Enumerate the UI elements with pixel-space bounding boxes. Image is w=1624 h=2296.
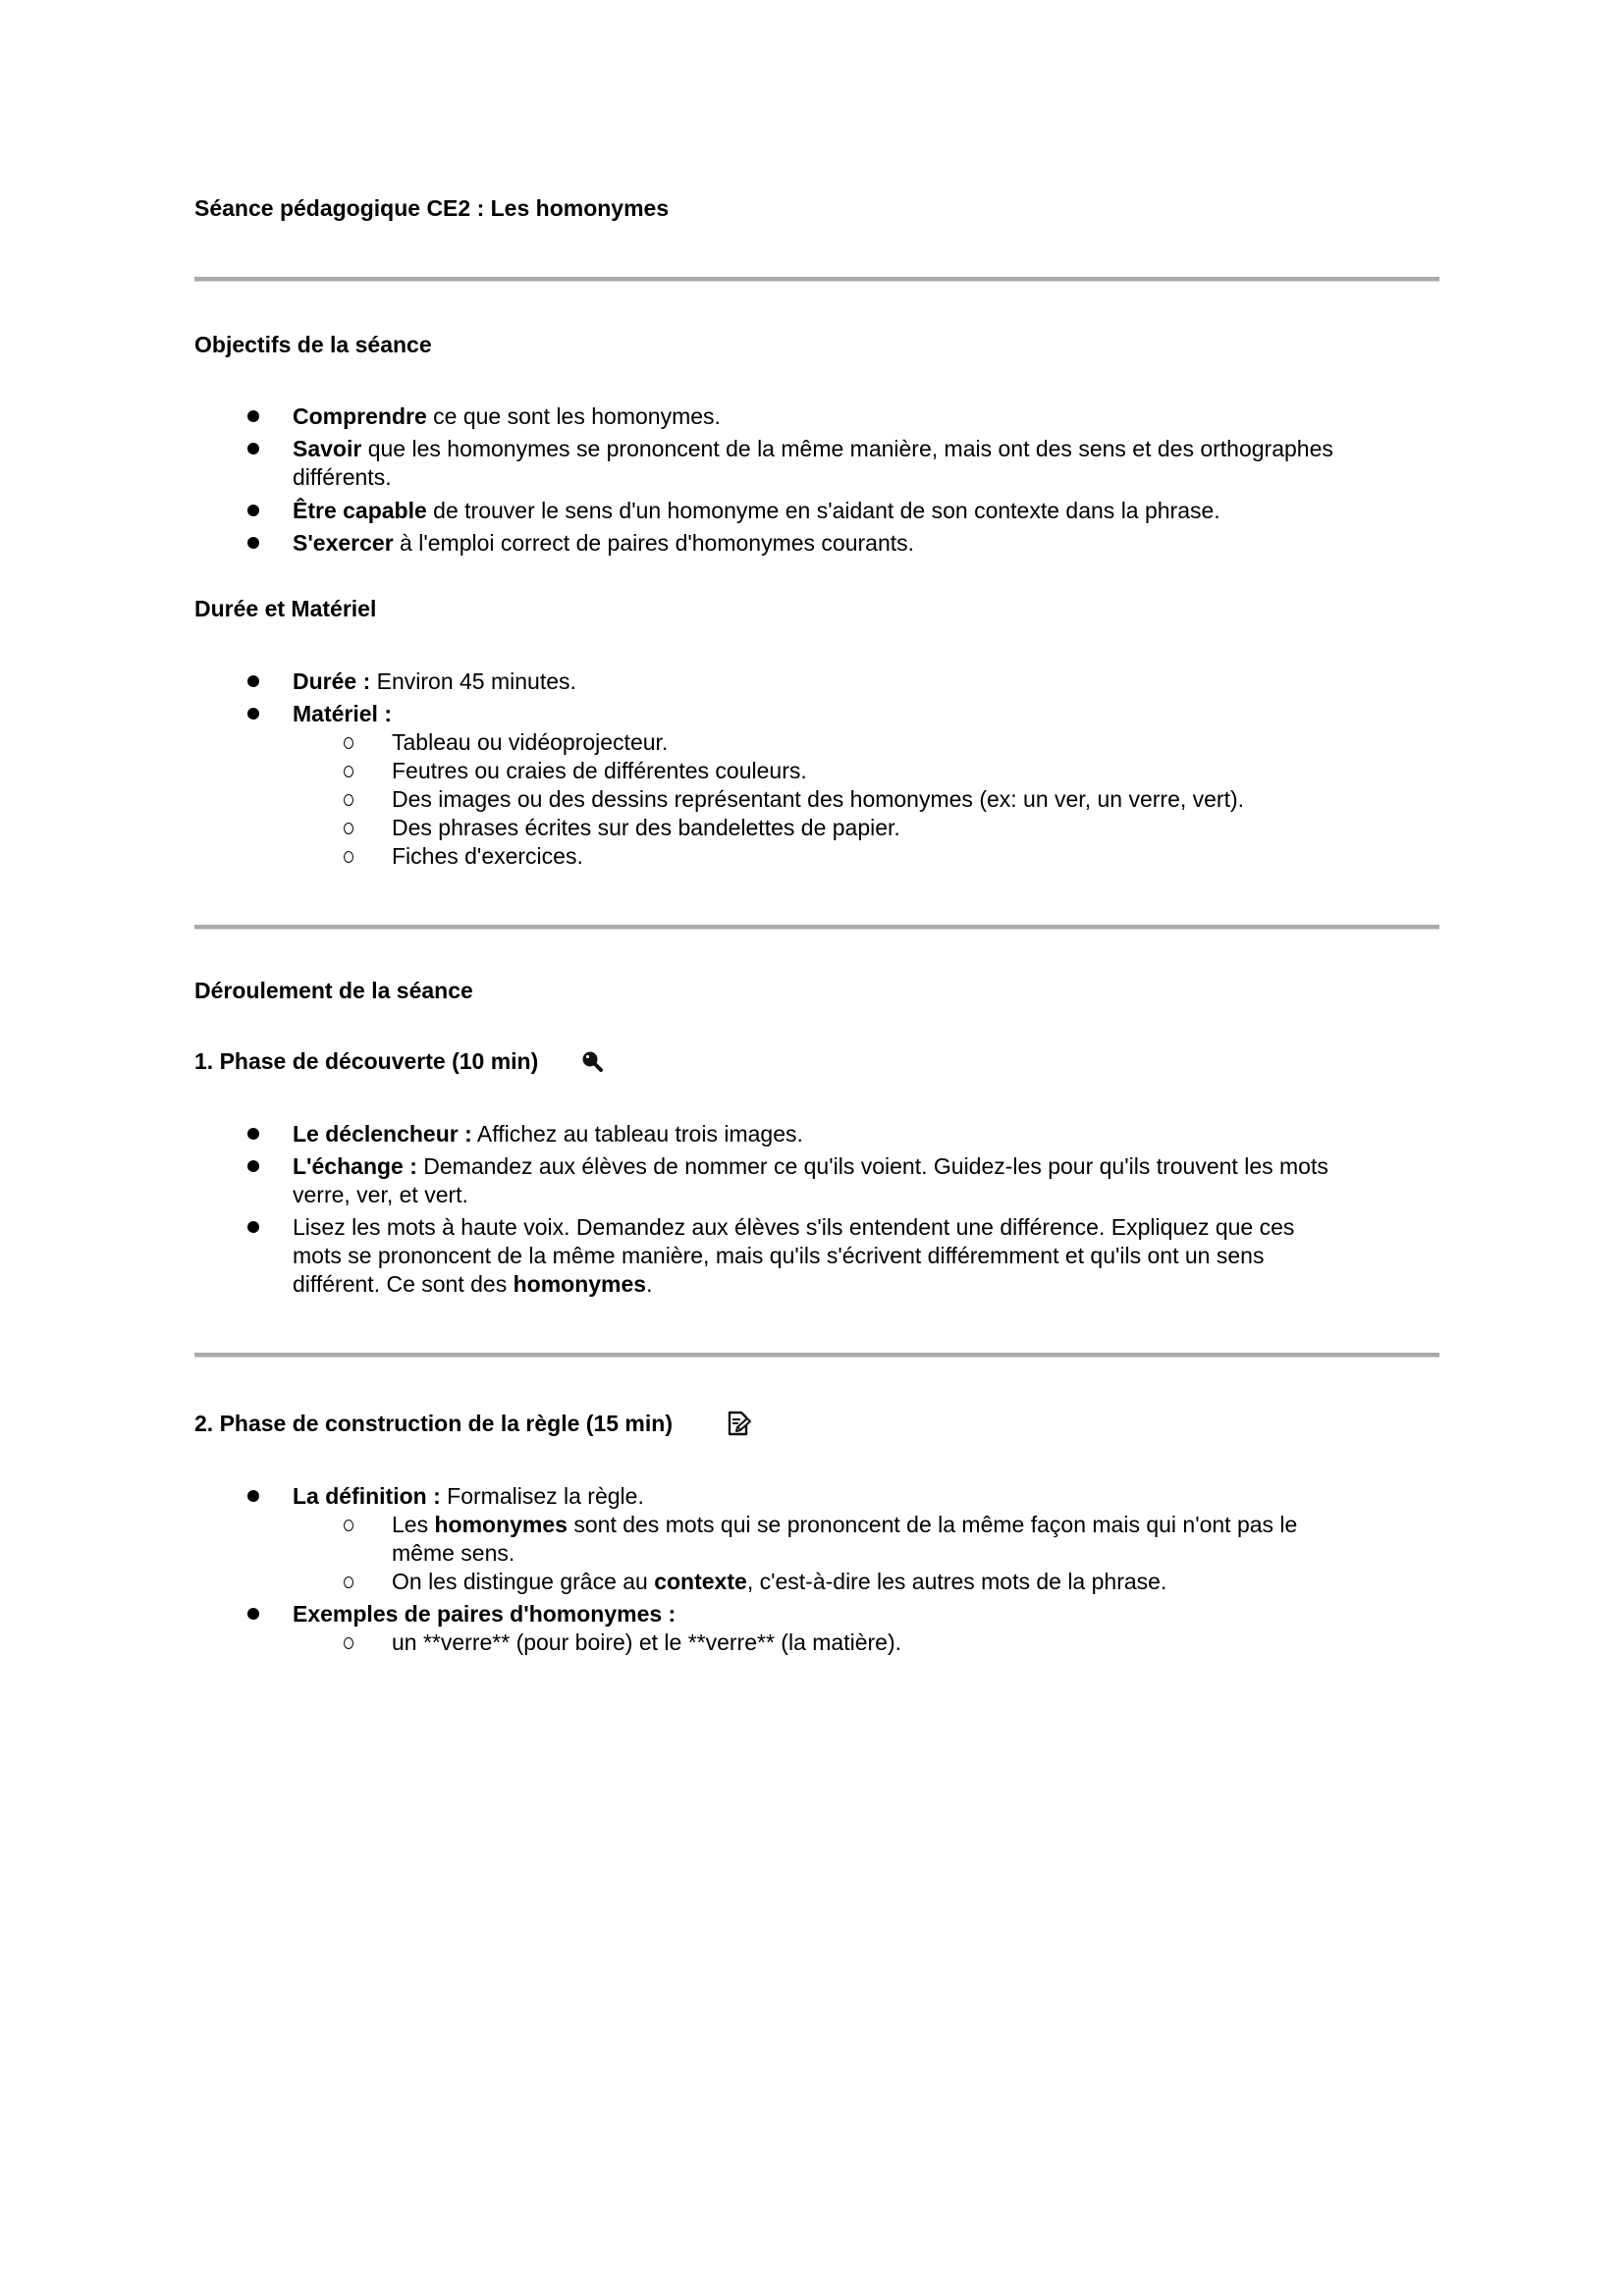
list-item: [293, 1119, 803, 1148]
bullet-icon: [247, 1608, 259, 1620]
sub-bullet-icon: [344, 1637, 353, 1649]
sub-bullet-icon: [344, 851, 353, 863]
page-title: Séance pédagogique CE2 : Les homonymes: [194, 195, 670, 221]
item-bold: S'exercer: [293, 530, 394, 556]
section-heading-progress: Déroulement de la séance: [194, 978, 473, 1003]
list-item: [293, 434, 1333, 463]
item-bold: Comprendre: [293, 403, 427, 429]
item-text: Affichez au tableau trois images.: [471, 1121, 803, 1147]
item-text: de trouver le sens d'un homonyme en s'aidant de son contexte dans la phrase.: [426, 498, 1220, 523]
memo-pencil-icon: [728, 1411, 751, 1436]
bullet-icon: [247, 1490, 259, 1502]
item-bold: Durée :: [293, 668, 371, 694]
section-heading-duration-material: Durée et Matériel: [194, 596, 377, 621]
sub-bullet-icon: [344, 1576, 353, 1588]
bullet-icon: [247, 1160, 259, 1172]
item-text: On les distingue grâce au: [392, 1569, 655, 1594]
item-text: , c'est-à-dire les autres mots de la phrase.: [746, 1569, 1167, 1594]
list-item: [293, 699, 392, 728]
list-item: [293, 1481, 644, 1511]
item-text: Formalisez la règle.: [440, 1483, 644, 1509]
list-item-continuation: différents.: [293, 464, 392, 490]
bullet-icon: [247, 1221, 259, 1233]
phase2-title: 2. Phase de construction de la règle (15 min): [194, 1411, 673, 1436]
item-bold: La définition :: [293, 1483, 441, 1509]
list-item: [293, 528, 914, 558]
bullet-icon: [247, 505, 259, 516]
item-text: différent. Ce sont des: [293, 1271, 514, 1297]
horizontal-rule: [194, 1353, 1439, 1358]
list-item-continuation: mots se prononcent de la même manière, mais qu'ils s'écrivent différemment et qu'ils ont un sens: [293, 1243, 1265, 1268]
item-bold: contexte: [654, 1569, 747, 1594]
list-item: [293, 1151, 1328, 1181]
list-item: [293, 667, 576, 696]
bullet-icon: [247, 443, 259, 454]
item-text: Environ 45 minutes.: [370, 668, 576, 694]
list-item-continuation: verre, ver, et vert.: [293, 1182, 468, 1207]
bullet-icon: [247, 675, 259, 687]
item-text: Demandez aux élèves de nommer ce qu'ils voient. Guidez-les pour qu'ils trouvent les mots: [416, 1153, 1328, 1179]
list-item: [293, 496, 1220, 525]
sub-list-item: Tableau ou vidéoprojecteur.: [392, 729, 669, 755]
item-bold: Matériel :: [293, 701, 392, 726]
magnifying-glass-icon: [581, 1050, 603, 1072]
sub-list-item: Feutres ou craies de différentes couleurs.: [392, 758, 807, 783]
item-bold: Le déclencheur :: [293, 1121, 472, 1147]
sub-bullet-icon: [344, 794, 353, 806]
item-text: ce que sont les homonymes.: [426, 403, 721, 429]
item-text: .: [646, 1271, 653, 1297]
sub-list-item: [392, 1567, 1166, 1596]
horizontal-rule: [194, 277, 1439, 282]
sub-list-item: Des images ou des dessins représentant des homonymes (ex: un ver, un verre, vert).: [392, 786, 1245, 812]
sub-bullet-icon: [344, 737, 353, 749]
bullet-icon: [247, 410, 259, 422]
section-heading-objectives: Objectifs de la séance: [194, 332, 432, 357]
list-item-continuation: [293, 1269, 652, 1299]
item-text: sont des mots qui se prononcent de la même façon mais qui n'ont pas le: [567, 1512, 1298, 1537]
item-bold: homonymes: [513, 1271, 647, 1297]
item-text: que les homonymes se prononcent de la même manière, mais ont des sens et des orthographes: [361, 436, 1333, 461]
item-bold: Savoir: [293, 436, 362, 461]
sub-list-item: [392, 1510, 1297, 1539]
bullet-icon: [247, 1128, 259, 1140]
sub-list-item: Des phrases écrites sur des bandelettes de papier.: [392, 815, 900, 840]
item-bold: L'échange :: [293, 1153, 417, 1179]
horizontal-rule: [194, 925, 1439, 930]
list-item: [293, 1599, 676, 1629]
sub-bullet-icon: [344, 1520, 353, 1531]
item-bold: homonymes: [434, 1512, 568, 1537]
sub-list-item: un **verre** (pour boire) et le **verre** (la matière).: [392, 1629, 901, 1655]
sub-list-item-continuation: même sens.: [392, 1540, 515, 1566]
sub-bullet-icon: [344, 766, 353, 777]
bullet-icon: [247, 708, 259, 720]
item-text: à l'emploi correct de paires d'homonymes courants.: [393, 530, 915, 556]
item-text: Les: [392, 1512, 435, 1537]
list-item: [293, 401, 721, 431]
sub-list-item: Fiches d'exercices.: [392, 843, 583, 869]
list-item: Lisez les mots à haute voix. Demandez aux élèves s'ils entendent une différence. Expliquez que ces: [293, 1214, 1295, 1240]
item-bold: Exemples de paires d'homonymes :: [293, 1601, 677, 1627]
item-bold: Être capable: [293, 498, 427, 523]
bullet-icon: [247, 537, 259, 549]
phase1-title: 1. Phase de découverte (10 min): [194, 1048, 539, 1074]
sub-bullet-icon: [344, 823, 353, 834]
